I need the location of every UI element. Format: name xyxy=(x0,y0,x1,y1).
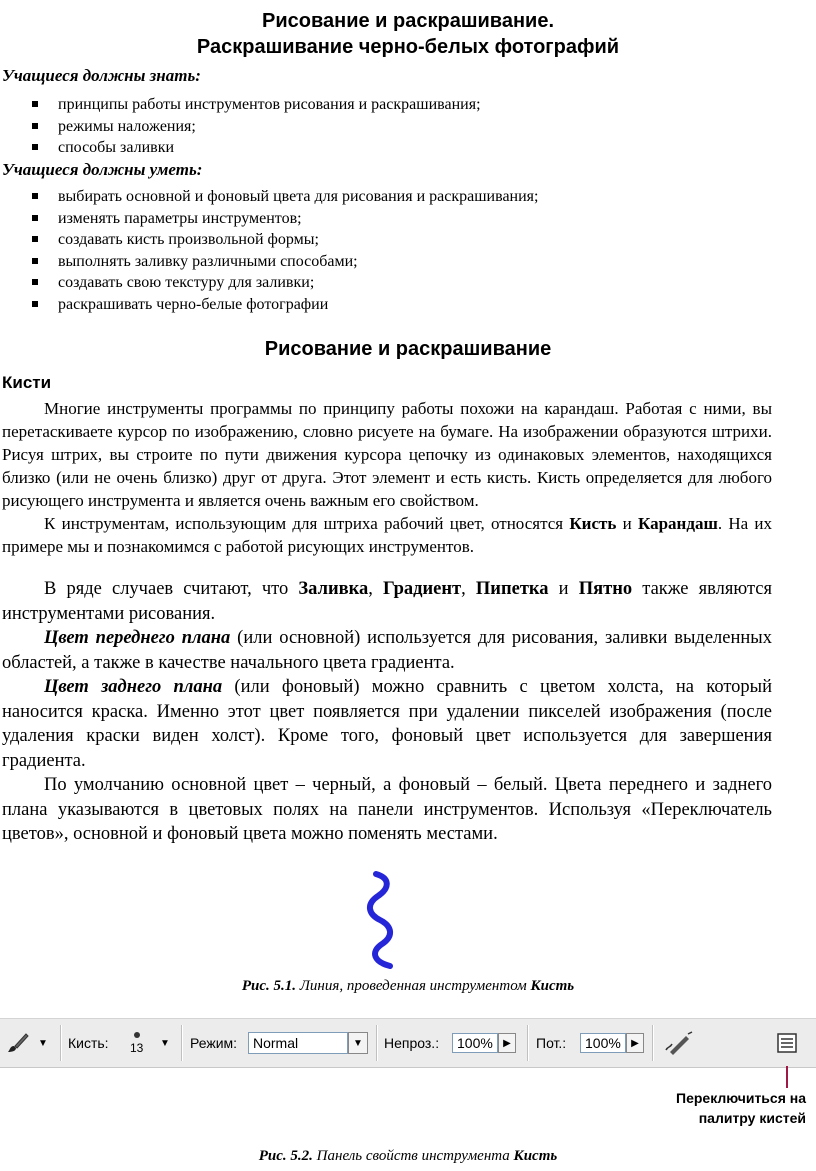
paragraph-4: Цвет переднего плана (или основной) используется для рисования, заливки выделенных областей, а также в качестве начального цвета градиента. xyxy=(2,628,772,673)
airbrush-button[interactable] xyxy=(664,1019,694,1067)
chevron-down-icon[interactable]: ▼ xyxy=(348,1032,368,1054)
brush-palette-toggle[interactable] xyxy=(776,1019,798,1067)
callout-line xyxy=(786,1066,788,1088)
opacity-label: Непроз.: xyxy=(384,1035,440,1051)
airbrush-icon xyxy=(664,1030,694,1056)
figure-2-caption: Рис. 5.2. Панель свойств инструмента Кисть xyxy=(258,1148,558,1164)
chevron-right-icon[interactable]: ▶ xyxy=(626,1033,644,1053)
callout-line2: палитру кистей xyxy=(698,1110,806,1126)
list-item: раскрашивать черно-белые фотографии xyxy=(30,294,538,316)
callout-line1: Переключиться на xyxy=(676,1090,806,1106)
tool-preset-picker[interactable] xyxy=(6,1019,48,1067)
section-subheading: Кисти xyxy=(2,373,52,392)
callout-label xyxy=(676,1088,806,1128)
flow-label: Пот.: xyxy=(536,1035,567,1051)
can-list xyxy=(30,186,538,315)
body-text-large xyxy=(2,577,772,847)
know-heading: Учащиеся должны знать: xyxy=(2,66,201,85)
paragraph-6: По умолчанию основной цвет – черный, а фоновый – белый. Цвета переднего и заднего плана указываются в цветовых полях на панели инструментов. Используя «Переключатель цветов», основной и фоновый цвета можно поменять местами. xyxy=(2,775,772,844)
brush-preview[interactable] xyxy=(130,1019,143,1067)
brush-stroke-figure xyxy=(360,868,410,973)
page-title-line2: Раскрашивание черно-белых фотографий xyxy=(196,36,620,58)
paragraph-1: Многие инструменты программы по принципу работы похожи на карандаш. Работая с ними, вы перетаскиваете курсор по изображению, словно рисуете на бумаге. На изображении образуются штрихи. Рисуя штрих, вы строите по пути движения курсора цепочку из одинаковых элементов, находящихся близко (или не очень близко) друг от друга. Этот элемент и есть кисть. Кисть определяется для любого рисующего инструмента и является очень важным его свойством. xyxy=(2,399,772,510)
brush-picker-dropdown[interactable] xyxy=(160,1019,170,1067)
list-item: создавать кисть произвольной формы; xyxy=(30,229,538,251)
brush-label: Кисть: xyxy=(68,1035,109,1051)
mode-label: Режим: xyxy=(190,1035,238,1051)
list-item: создавать свою текстуру для заливки; xyxy=(30,272,538,294)
paragraph-5: Цвет заднего плана (или фоновый) можно сравнить с цветом холста, на который наносится краска. Именно этот цвет появляется при удалении пикселей изображения (после удаления краски виден холст). Кроме того, фоновый цвет используется для завершения градиента. xyxy=(2,677,773,771)
flow-input[interactable]: 100% xyxy=(580,1033,626,1053)
list-item: изменять параметры инструментов; xyxy=(30,208,538,230)
opacity-input[interactable]: 100% xyxy=(452,1033,498,1053)
chevron-down-icon: ▼ xyxy=(38,1037,48,1049)
know-list xyxy=(30,94,481,159)
paragraph-2: К инструментам, использующим для штриха рабочий цвет, относятся Кисть и Карандаш. На их примере мы и познакомимся с работой рисующих инструментов. xyxy=(2,514,773,556)
chevron-down-icon: ▼ xyxy=(160,1037,170,1049)
list-item: выполнять заливку различными способами; xyxy=(30,251,538,273)
section-heading: Рисование и раскрашивание xyxy=(264,338,552,360)
brush-dot-icon xyxy=(134,1032,140,1038)
mode-select[interactable] xyxy=(248,1019,368,1067)
palette-list-icon xyxy=(776,1032,798,1054)
mode-value: Normal xyxy=(248,1032,348,1054)
figure-1-caption: Рис. 5.1. Линия, проведенная инструментом Кисть xyxy=(241,978,575,994)
brush-options-toolbar xyxy=(0,1018,816,1068)
list-item: выбирать основной и фоновый цвета для рисования и раскрашивания; xyxy=(30,186,538,208)
opacity-control[interactable] xyxy=(452,1019,516,1067)
chevron-right-icon[interactable]: ▶ xyxy=(498,1033,516,1053)
page-title-line1: Рисование и раскрашивание. xyxy=(261,10,555,32)
brush-size: 13 xyxy=(130,1040,144,1055)
can-heading: Учащиеся должны уметь: xyxy=(2,160,203,179)
flow-control[interactable] xyxy=(580,1019,644,1067)
brush-tool-icon xyxy=(6,1031,30,1055)
list-item: способы заливки xyxy=(30,137,481,159)
list-item: режимы наложения; xyxy=(30,116,481,138)
body-text-small xyxy=(2,397,772,558)
paragraph-3: В ряде случаев считают, что Заливка, Градиент, Пипетка и Пятно также являются инструментами рисования. xyxy=(2,579,773,624)
list-item: принципы работы инструментов рисования и раскрашивания; xyxy=(30,94,481,116)
